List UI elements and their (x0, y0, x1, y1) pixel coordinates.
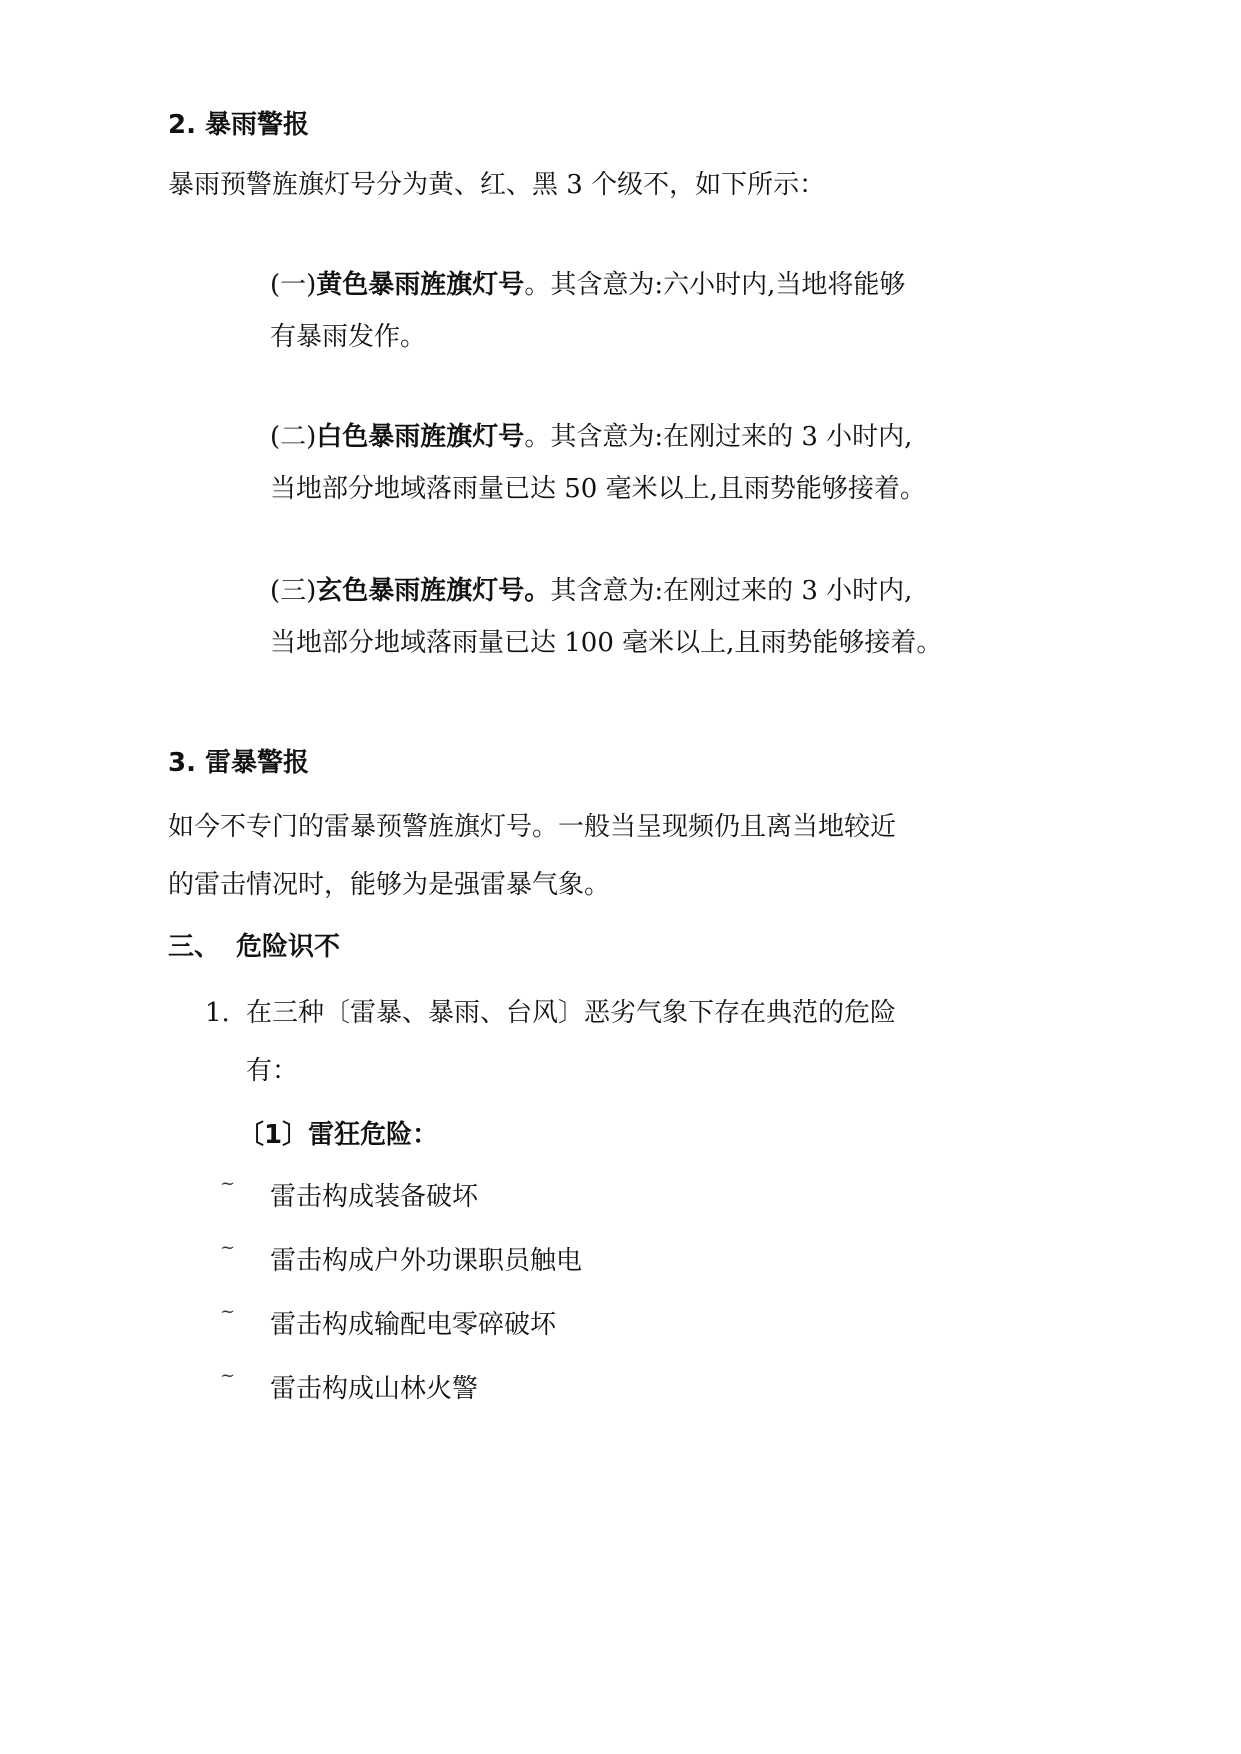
bullet-4-glyph: ~ (220, 1365, 236, 1386)
section-2-heading: 2. 暴雨警报 (168, 110, 310, 140)
rain-item-2-line2: 当地部分地域落雨量已达 50 毫米以上,且雨势能够接着。 (270, 474, 926, 504)
rain-item-3-num: (三) (270, 576, 317, 606)
part-3-heading-num: 三、 (168, 932, 221, 962)
rain-item-2 (270, 420, 912, 454)
rain-item-3-line2: 当地部分地域落雨量已达 100 毫米以上,且雨势能够接着。 (270, 628, 943, 658)
section-3-para-line1: 如今不专门的雷暴预警旌旗灯号。一般当呈现频仍且离当地较近 (168, 812, 897, 842)
bullet-3-text: 雷击构成输配电零碎破坏 (270, 1310, 557, 1340)
rain-item-1-num: (一) (270, 270, 317, 300)
list-item-number: 1. (205, 998, 230, 1028)
section-3-para-line2: 的雷击情况时，能够为是强雷暴气象。 (168, 870, 611, 900)
rain-item-2-title: 白色暴雨旌旗灯号 (316, 422, 525, 452)
rain-item-3-title: 玄色暴雨旌旗灯号。 (316, 576, 551, 606)
sub-heading: 〔1〕雷狂危险： (238, 1120, 439, 1150)
rain-item-3 (270, 574, 912, 608)
bullet-2-glyph: ~ (220, 1237, 236, 1258)
bullet-4-text: 雷击构成山林火警 (270, 1374, 479, 1404)
rain-item-2-num: (二) (270, 422, 317, 452)
section-2-intro: 暴雨预警旌旗灯号分为黄、红、黑 3 个级不，如下所示： (168, 170, 826, 200)
rain-item-1-title: 黄色暴雨旌旗灯号 (316, 270, 525, 300)
bullet-1-text: 雷击构成装备破坏 (270, 1182, 479, 1212)
rain-item-3-rest: 其含意为:在刚过来的 3 小时内, (550, 576, 913, 606)
list-item-line1: 在三种〔雷暴、暴雨、台风〕恶劣气象下存在典范的危险 (246, 998, 897, 1028)
bullet-1-glyph: ~ (220, 1173, 236, 1194)
rain-item-2-rest: 。其含意为:在刚过来的 3 小时内, (524, 422, 913, 452)
bullet-3-glyph: ~ (220, 1301, 236, 1322)
section-3-heading: 3. 雷暴警报 (168, 748, 310, 778)
part-3-heading-text: 危险识不 (236, 932, 341, 962)
list-item-line2: 有： (246, 1056, 299, 1086)
rain-item-1 (270, 268, 905, 302)
rain-item-1-rest: 。其含意为:六小时内,当地将能够 (524, 270, 906, 300)
rain-item-1-line2: 有暴雨发作。 (270, 322, 427, 352)
bullet-2-text: 雷击构成户外功课职员触电 (270, 1246, 583, 1276)
